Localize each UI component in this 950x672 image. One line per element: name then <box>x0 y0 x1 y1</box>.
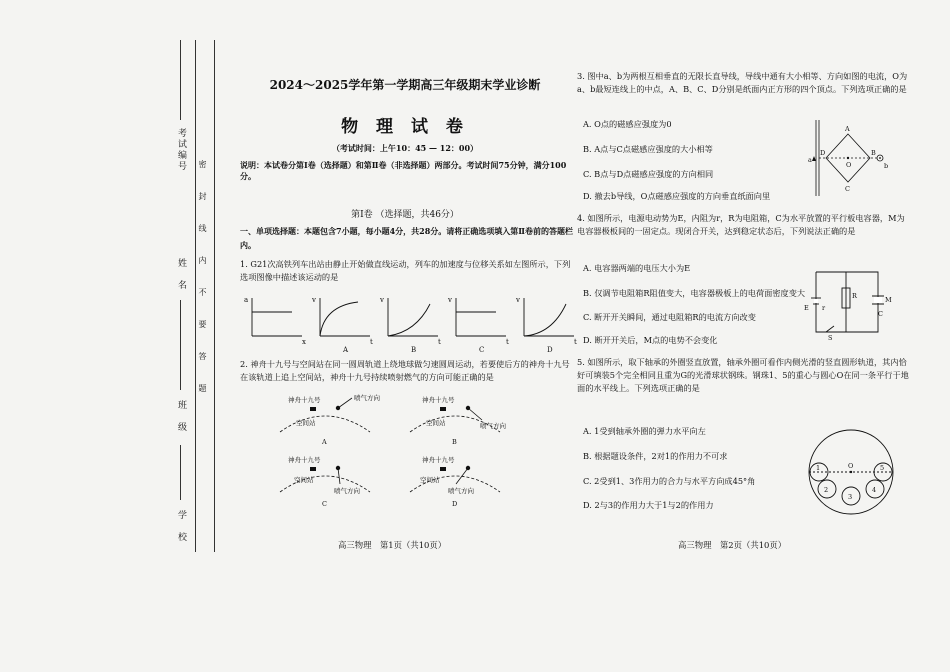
q1-graphD-xlabel: t <box>574 338 577 346</box>
q3-option-C: C. B点与D点磁感应强度的方向相同 <box>583 169 714 179</box>
q2b-ship-label: 神舟十九号 <box>422 396 455 404</box>
q4-switch-label: S <box>828 334 833 342</box>
q1-graphD-ylabel: v <box>516 296 520 304</box>
q4-capacitor-label: C <box>878 310 883 318</box>
q2a-station-label: 空间站 <box>296 419 316 427</box>
name-label: 姓 名 <box>176 258 186 291</box>
q2-option-C-label: C <box>322 500 327 508</box>
subject-title: 物 理 试 卷 <box>341 117 469 137</box>
question-4-text: 4. 如图所示，电源电动势为E，内阻为r，R为电阻箱，C为水平放置的平行板电容器，M为电容器极板间的一固定点。现闭合开关，达到稳定状态后，下列说法正确的是 <box>577 213 905 237</box>
q5-center-label: O <box>848 462 854 470</box>
q2d-station-label: 空间站 <box>420 476 440 484</box>
question-3-figure <box>800 118 900 198</box>
q5-ball-2-label: 2 <box>824 486 829 494</box>
q4-option-A: A. 电容器两端的电压大小为E <box>583 263 691 273</box>
section-instructions: 一、单项选择题：本题包含7小题，每小题4分，共28分。请将正确选项填入第Ⅱ卷前的答题栏内。 <box>240 226 574 250</box>
name-line <box>180 300 182 390</box>
q2b-jet-label: 喷气方向 <box>480 422 506 430</box>
exam-number-line <box>180 40 182 120</box>
q3-point-D-label: D <box>820 149 826 157</box>
question-1-graphs <box>240 292 580 354</box>
q3-wire-b-label: b <box>884 162 889 170</box>
q3-point-O-label: O <box>846 161 852 169</box>
part1-title: 第Ⅰ卷 （选择题，共46分） <box>351 210 459 220</box>
binding-line-right <box>214 40 215 552</box>
class-line <box>180 445 182 500</box>
exam-number-label: 考试编号 <box>176 128 186 172</box>
q1-graphA-ylabel: v <box>312 296 316 304</box>
exam-note: 说明：本试卷分第Ⅰ卷（选择题）和第Ⅱ卷（非选择题）两部分。考试时间75分钟，满分100分。 <box>240 160 567 181</box>
q1-graphC-ylabel: v <box>448 296 452 304</box>
q4-point-M-label: M <box>885 296 892 304</box>
seal-text: 密 封 线 内 不 要 答 题 <box>198 160 207 400</box>
q4-emf-label: E <box>804 304 809 312</box>
q2d-jet-label: 喷气方向 <box>448 487 474 495</box>
q1-option-C-label: C <box>479 346 485 354</box>
q1-option-A-label: A <box>343 346 349 354</box>
q1-graphC-xlabel: t <box>506 338 509 346</box>
q1-graphB-xlabel: t <box>438 338 441 346</box>
q5-option-A: A. 1受到轴承外圈的弹力水平向左 <box>583 426 706 436</box>
q5-option-B: B. 根据题设条件，2对1的作用力不可求 <box>583 451 728 461</box>
q5-ball-4-label: 4 <box>872 486 877 494</box>
exam-time: （考试时间：上午10：45 — 12：00） <box>331 143 479 153</box>
q1-graph0-xlabel: x <box>302 338 306 346</box>
q3-point-B-label: B <box>871 149 876 157</box>
q3-point-A-label: A <box>845 125 850 133</box>
q2a-ship-label: 神舟十九号 <box>288 396 321 404</box>
q1-option-B-label: B <box>411 346 417 354</box>
q2c-station-label: 空间站 <box>294 476 314 484</box>
question-5-text: 5. 如图所示，取下轴承的外圈竖直放置，轴承外圈可看作内侧光滑的竖直圆形轨道，其内恰好可填装5个完全相同且重为G的光滑球状钢珠。钢珠1、5的重心与圆心O在同一条平行于地面的水平线上。下列选项正确的是 <box>577 357 909 394</box>
q2d-ship-label: 神舟十九号 <box>422 456 455 464</box>
q5-option-C: C. 2受到1、3作用力的合力与水平方向成45°角 <box>583 476 756 486</box>
q2-option-B-label: B <box>452 438 457 446</box>
q1-option-D-label: D <box>547 346 553 354</box>
question-2-figures <box>270 392 560 522</box>
q3-option-B: B. A点与C点磁感应强度的大小相等 <box>583 144 713 154</box>
q2c-jet-label: 喷气方向 <box>334 487 360 495</box>
question-2-text: 2. 神舟十九号与空间站在同一圆周轨道上绕地球做匀速圆周运动，若要使后方的神舟十九号在该轨道上追上空间站，神舟十九号持续喷射燃气的方向可能正确的是 <box>240 359 570 383</box>
q1-graph0-ylabel: a <box>244 296 249 304</box>
school-label: 学 校 <box>176 510 186 543</box>
q2-option-D-label: D <box>452 500 458 508</box>
q5-ball-5-label: 5 <box>880 464 885 472</box>
q2b-station-label: 空间站 <box>426 419 446 427</box>
q4-option-D: D. 断开开关后，M点的电势不会变化 <box>583 335 718 345</box>
q4-option-B: B. 仅调节电阻箱R阻值变大，电容器极板上的电荷面密度变大 <box>583 288 806 298</box>
question-5-figure <box>805 426 897 518</box>
class-label: 班 级 <box>176 400 186 433</box>
q2-option-A-label: A <box>322 438 327 446</box>
q3-option-A: A. O点的磁感应强度为0 <box>583 119 672 129</box>
footer-page-2: 高三物理 第2页（共10页） <box>678 540 787 550</box>
exam-title: 2024～2025学年第一学期高三年级期末学业诊断 <box>269 78 541 92</box>
q4-resistor-label: R <box>852 292 857 300</box>
question-3-text: 3. 图中a、b为两根互相垂直的无限长直导线，导线中通有大小相等、方向如图的电流，O为a、b最短连线上的中点，A、B、C、D分别是纸面内正方形的四个顶点。下列选项正确的是 <box>577 71 908 95</box>
footer-page-1: 高三物理 第1页（共10页） <box>338 540 447 550</box>
question-4-circuit <box>802 262 892 342</box>
question-1-text: 1. G21次高铁列车出站由静止开始做直线运动，列车的加速度与位移关系如左图所示，下列选项图像中描述该运动的是 <box>240 259 571 283</box>
q1-graphA-xlabel: t <box>370 338 373 346</box>
q3-point-C-label: C <box>845 185 850 193</box>
q4-internal-r-label: r <box>822 304 826 312</box>
q5-ball-3-label: 3 <box>848 493 853 501</box>
q5-ball-1-label: 1 <box>816 464 821 472</box>
q5-option-D: D. 2与3的作用力大于1与2的作用力 <box>583 500 714 510</box>
q1-graphB-ylabel: v <box>380 296 384 304</box>
q3-wire-a-label: a <box>808 156 812 164</box>
q2a-jet-label: 喷气方向 <box>354 394 380 402</box>
q3-option-D: D. 撤去b导线，O点磁感应强度的方向垂直纸面向里 <box>583 191 771 201</box>
q2c-ship-label: 神舟十九号 <box>288 456 321 464</box>
q4-option-C: C. 断开开关瞬间，通过电阻箱R的电流方向改变 <box>583 312 756 322</box>
